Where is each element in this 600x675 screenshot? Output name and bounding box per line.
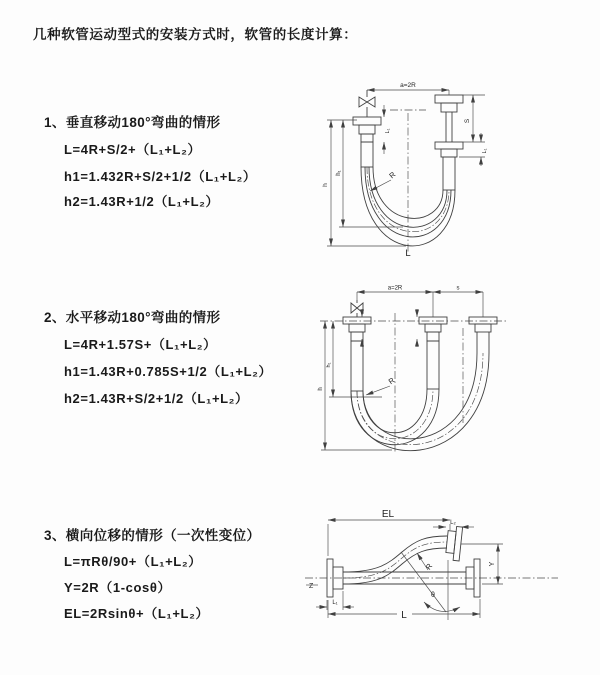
flange xyxy=(435,95,463,157)
dimension-l1-flange xyxy=(384,105,391,154)
braided-hose-section xyxy=(443,157,455,190)
dim-label-r: R xyxy=(386,375,397,387)
right-pipe-assembly xyxy=(469,317,497,353)
dim-label-l: L xyxy=(401,610,407,621)
radius-callout xyxy=(366,375,397,395)
left-pipe-assembly xyxy=(343,317,371,391)
dim-label-el: EL xyxy=(381,509,395,520)
radius-callout xyxy=(417,553,435,571)
dim-label-h1: h₁ xyxy=(336,170,342,176)
dim-label-a2r: a=2R xyxy=(400,82,416,89)
dimension-h xyxy=(318,321,392,450)
dim-label-theta: θ xyxy=(431,592,435,599)
section-3-formula-EL: EL=2Rsinθ+（L₁+L₂） xyxy=(64,606,210,621)
dimension-h xyxy=(322,120,406,246)
flange xyxy=(353,117,381,142)
dim-label-s: S xyxy=(464,118,471,124)
braided-hose-section xyxy=(427,341,439,389)
svg-text:Z: Z xyxy=(309,583,314,590)
dim-label-l2: L₂ xyxy=(450,520,456,526)
dimension-s xyxy=(459,95,488,166)
angle-theta-construction xyxy=(401,552,460,620)
diagram-lateral-displacement xyxy=(300,502,600,657)
diagram-vertical-180-bend xyxy=(313,73,585,259)
dimension-l1 xyxy=(316,591,354,610)
straight-pipe-position xyxy=(343,572,466,584)
right-pipe-assembly xyxy=(435,95,463,190)
dim-label-h: h xyxy=(322,183,329,187)
page-title: 几种软管运动型式的安装方式时，软管的长度计算： xyxy=(33,27,358,42)
section-1-formula-L: L=4R+S/2+（L₁+L₂） xyxy=(64,142,202,157)
dimension-a2r xyxy=(357,286,483,318)
section-2-formula-h2: h2=1.43R+S/2+1/2（L₁+L₂） xyxy=(64,391,249,406)
left-pipe-assembly xyxy=(353,90,381,167)
section-1-formula-h1: h1=1.432R+S/2+1/2（L₁+L₂） xyxy=(64,169,257,184)
middle-pipe-assembly xyxy=(419,317,447,389)
dim-label-l1-flange: L₁ xyxy=(385,128,391,134)
braided-hose-section xyxy=(361,142,373,167)
dim-label-l: L xyxy=(405,248,411,259)
dim-label-r: R xyxy=(387,169,398,181)
diagram-horizontal-180-bend xyxy=(312,283,592,461)
section-1-formula-h2: h2=1.43R+1/2（L₁+L₂） xyxy=(64,194,220,209)
hose-s-curve xyxy=(343,536,447,584)
dim-label-r: R xyxy=(423,561,435,572)
section-3-formula-L: L=πRθ/90+（L₁+L₂） xyxy=(64,554,202,569)
dim-label-l1: L₁ xyxy=(332,600,338,606)
dim-label-h: h xyxy=(318,387,324,391)
section-2-heading: 2、水平移动180°弯曲的情形 xyxy=(44,310,221,325)
dim-label-a2r: a=2R xyxy=(387,285,403,292)
dimension-a2r xyxy=(367,82,449,95)
upper-flange-displaced xyxy=(445,526,462,561)
dim-label-y: Y xyxy=(489,561,496,567)
section-2-formula-L: L=4R+1.57S+（L₁+L₂） xyxy=(64,337,217,352)
section-3-formula-Y: Y=2R（1-cosθ） xyxy=(64,580,172,595)
centerline-symbol xyxy=(306,583,318,590)
dim-label-s: s xyxy=(456,285,460,292)
braided-hose-section xyxy=(351,341,363,391)
dim-label-h1: h₁ xyxy=(326,362,332,368)
dimension-l2 xyxy=(433,520,474,527)
dim-label-l1-right: L₁ xyxy=(482,148,488,154)
section-3-heading: 3、横向位移的情形（一次性变位） xyxy=(44,528,261,543)
valve-icon xyxy=(359,90,375,117)
section-2-formula-h1: h1=1.43R+0.785S+1/2（L₁+L₂） xyxy=(64,364,273,379)
section-1-heading: 1、垂直移动180°弯曲的情形 xyxy=(44,115,221,130)
valve-icon xyxy=(351,300,363,317)
dimension-l xyxy=(328,599,480,621)
